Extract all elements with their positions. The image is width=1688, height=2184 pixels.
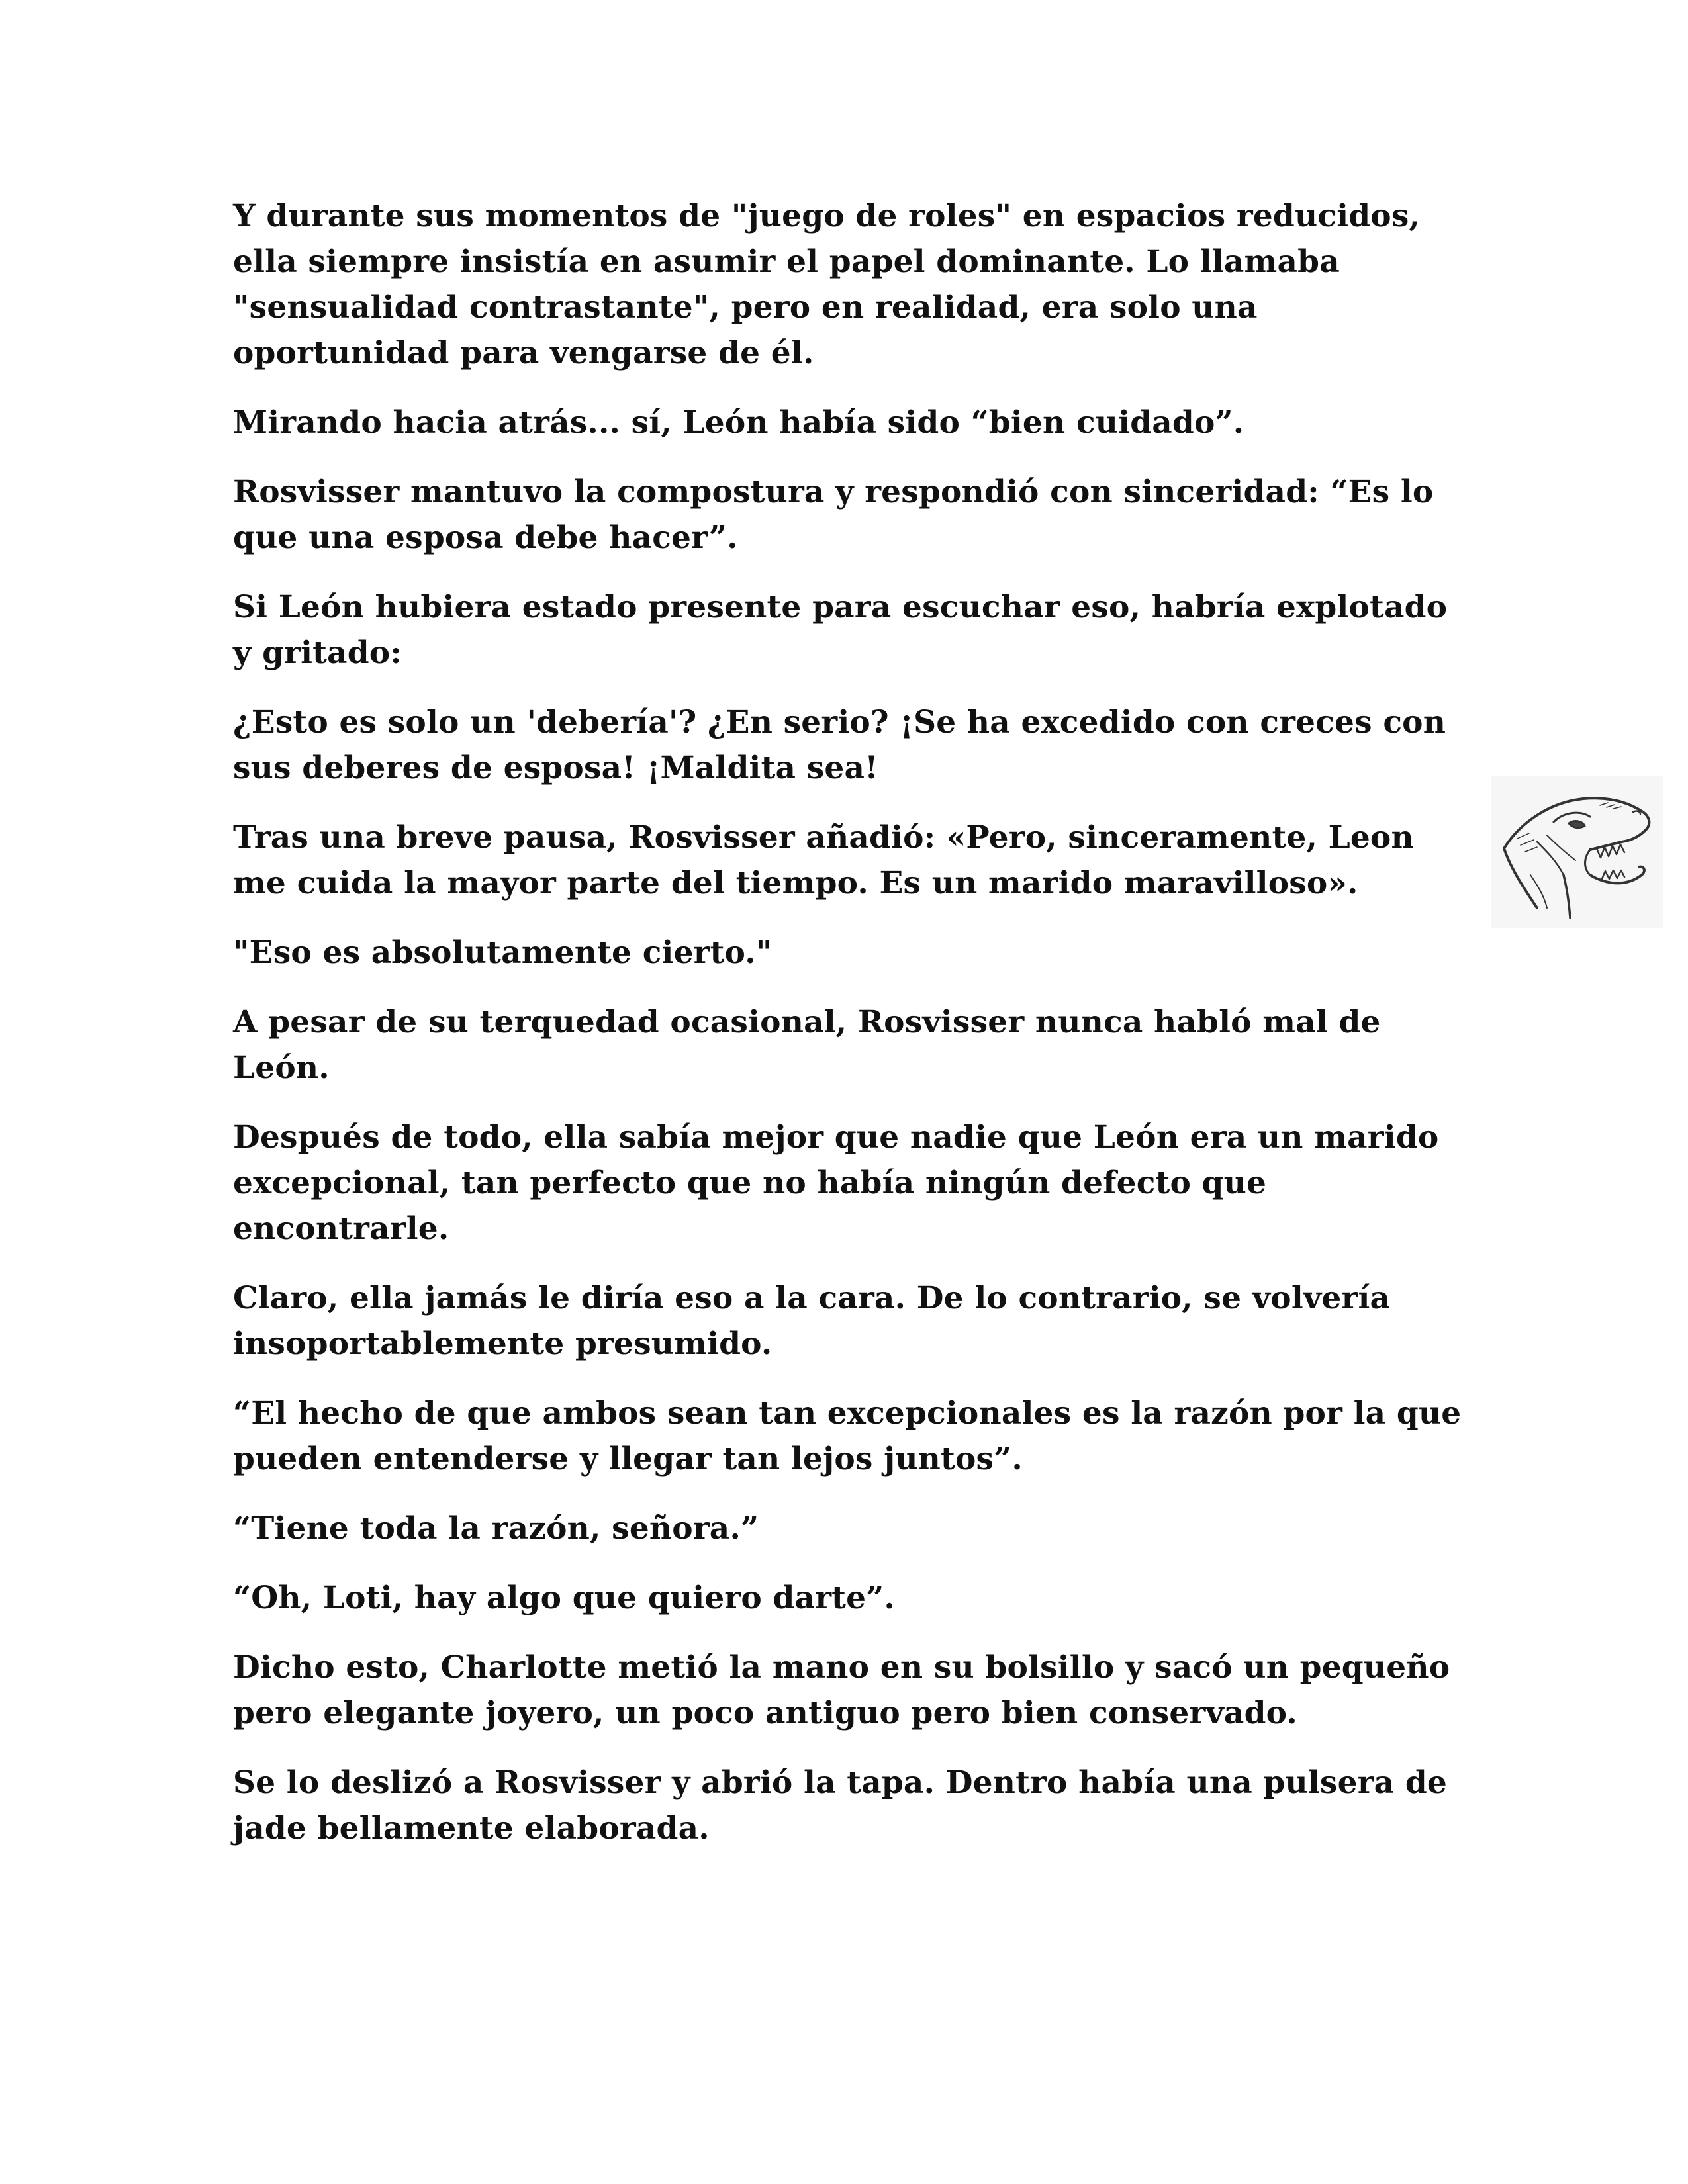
dinosaur-head-sketch-icon: [1491, 776, 1663, 928]
paragraph-15: Se lo deslizó a Rosvisser y abrió la tapa. Dentro había una pulsera de jade bellamente elaborada.: [233, 1764, 1448, 1846]
paragraph-1: Y durante sus momentos de "juego de roles" en espacios reducidos, ella siempre insistía en asumir el papel dominante. Lo llamaba "sensualidad contrastante", pero en realidad, era solo una oportunidad para vengarse de él.: [233, 198, 1421, 371]
paragraph-9: Después de todo, ella sabía mejor que nadie que León era un marido excepcional, tan perfecto que no había ningún defecto que encontrarle.: [233, 1119, 1439, 1247]
paragraph-13: “Oh, Loti, hay algo que quiero darte”.: [233, 1580, 895, 1616]
paragraph-6: Tras una breve pausa, Rosvisser añadió: «Pero, sinceramente, Leon me cuida la mayor parte del tiempo. Es un marido maravilloso».: [233, 819, 1414, 901]
paragraph-12: “Tiene toda la razón, señora.”: [233, 1510, 759, 1547]
paragraph-4: Si León hubiera estado presente para escuchar eso, habría explotado y gritado:: [233, 589, 1448, 671]
paragraph-11: “El hecho de que ambos sean tan excepcionales es la razón por la que pueden entenderse y llegar tan lejos juntos”.: [233, 1395, 1462, 1477]
paragraph-7: "Eso es absolutamente cierto.": [233, 934, 773, 971]
paragraph-2: Mirando hacia atrás... sí, León había sido “bien cuidado”.: [233, 404, 1244, 441]
paragraph-14: Dicho esto, Charlotte metió la mano en su bolsillo y sacó un pequeño pero elegante joyero, un poco antiguo pero bien conservado.: [233, 1649, 1450, 1731]
paragraph-10: Claro, ella jamás le diría eso a la cara. De lo contrario, se volvería insoportablemente presumido.: [233, 1280, 1391, 1362]
body-text: [233, 193, 1471, 1875]
paragraph-3: Rosvisser mantuvo la compostura y respondió con sinceridad: “Es lo que una esposa debe hacer”.: [233, 474, 1434, 556]
paragraph-8: A pesar de su terquedad ocasional, Rosvisser nunca habló mal de León.: [233, 1004, 1381, 1086]
paragraph-5: ¿Esto es solo un 'debería'? ¿En serio? ¡Se ha excedido con creces con sus deberes de esposa! ¡Maldita sea!: [233, 704, 1446, 786]
